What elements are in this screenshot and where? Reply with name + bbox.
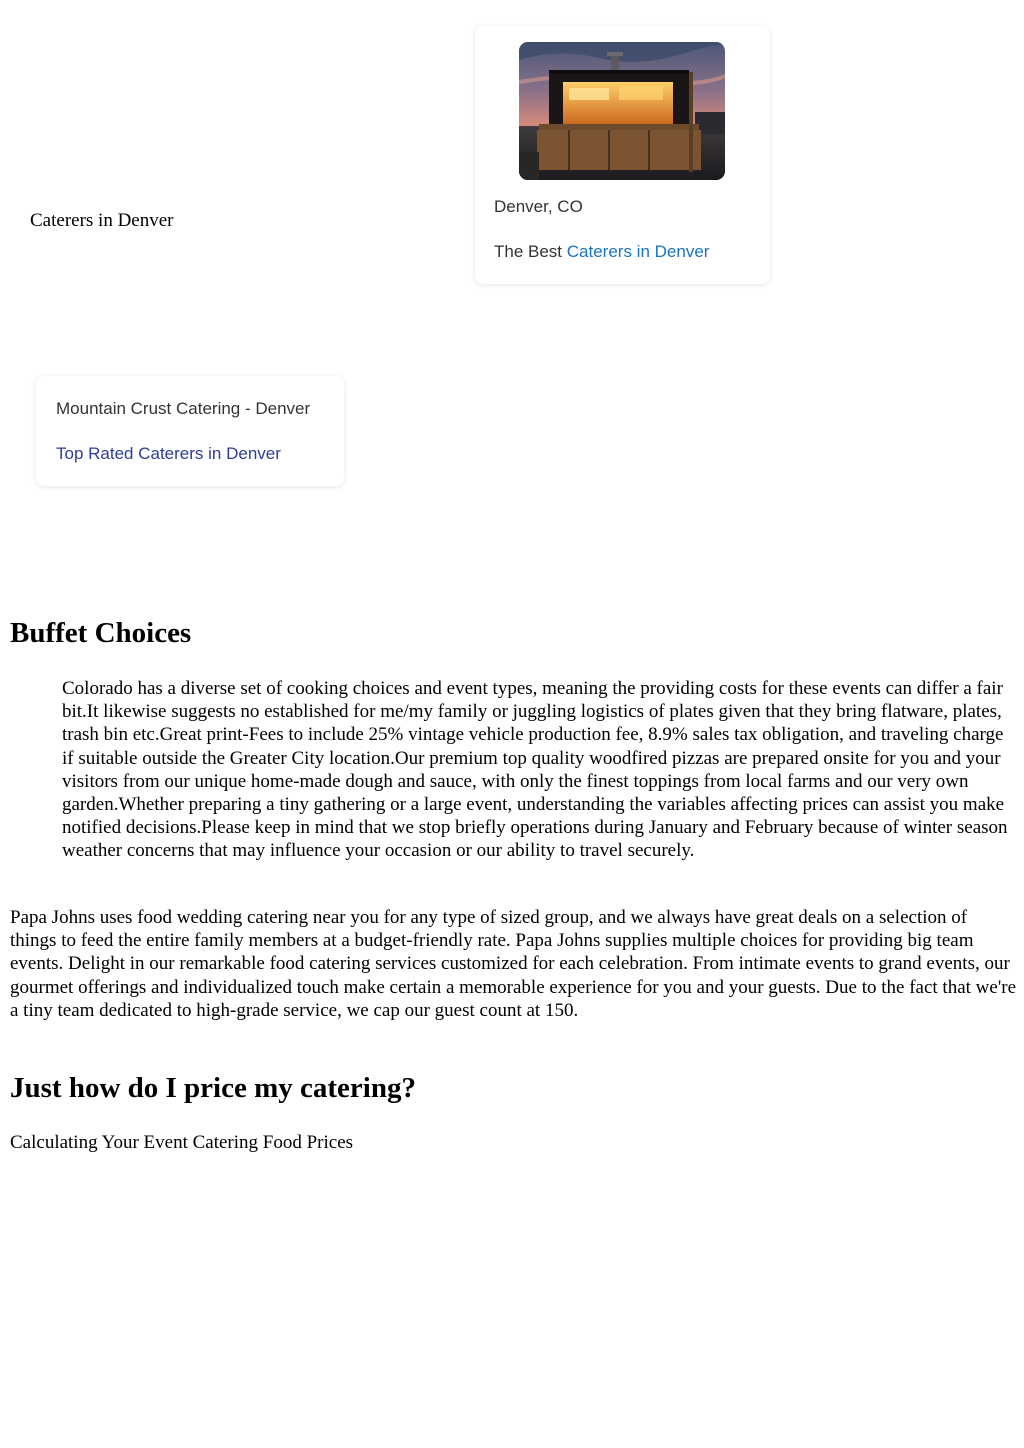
top-rated-caterers-link[interactable]: Top Rated Caterers in Denver (56, 444, 281, 463)
business-name: Mountain Crust Catering - Denver (56, 399, 311, 418)
intro-label: Caterers in Denver (30, 210, 174, 231)
card-best-line (494, 241, 709, 263)
best-caterers-link[interactable]: Caterers in Denver (566, 242, 710, 261)
card-best-prefix: The Best (494, 242, 567, 261)
card-location: Denver, CO (494, 197, 583, 216)
featured-card[interactable] (475, 26, 770, 284)
buffet-quote: Colorado has a diverse set of cooking choices and event types, meaning the providing costs for these events can differ a fair bit.It likewise suggests no established for me/my family or juggling logistics of plates given that they bring flatware, plates, trash bin etc.Great print-Fees to include 25% vintage vehicle production fee, 8.9% sales tax obligation, and traveling charge if suitable outside the Greater City location.Our premium top quality woodfired pizzas are prepared onsite for you and your visitors from our unique home-made dough and sauce, with only the finest toppings from local farms and our very own garden.Whether preparing a tiny gathering or a large event, understanding the variables affecting prices can assist you make notified decisions.Please keep in mind that we stop briefly operations during January and February because of winter season weather concerns that may influence your occasion or our ability to travel securely. (62, 678, 1008, 862)
price-catering-text: Calculating Your Event Catering Food Prices (10, 1132, 354, 1153)
buffet-choices-heading: Buffet Choices (10, 617, 192, 649)
business-card[interactable] (36, 376, 344, 486)
food-truck-photo[interactable] (519, 42, 725, 180)
price-catering-heading: Just how do I price my catering? (10, 1072, 416, 1104)
papa-johns-paragraph: Papa Johns uses food wedding catering near you for any type of sized group, and we always have great deals on a selection of things to feed the entire family members at a budget-friendly rate. Papa Johns supplies multiple choices for providing big team events. Delight in our remarkable food catering services customized for each celebration. From intimate events to grand events, our gourmet offerings and individualized touch make certain a memorable experience for you and your guests. Due to the fact that we're a tiny team dedicated to high-grade service, we cap our guest count at 150. (10, 907, 1017, 1021)
